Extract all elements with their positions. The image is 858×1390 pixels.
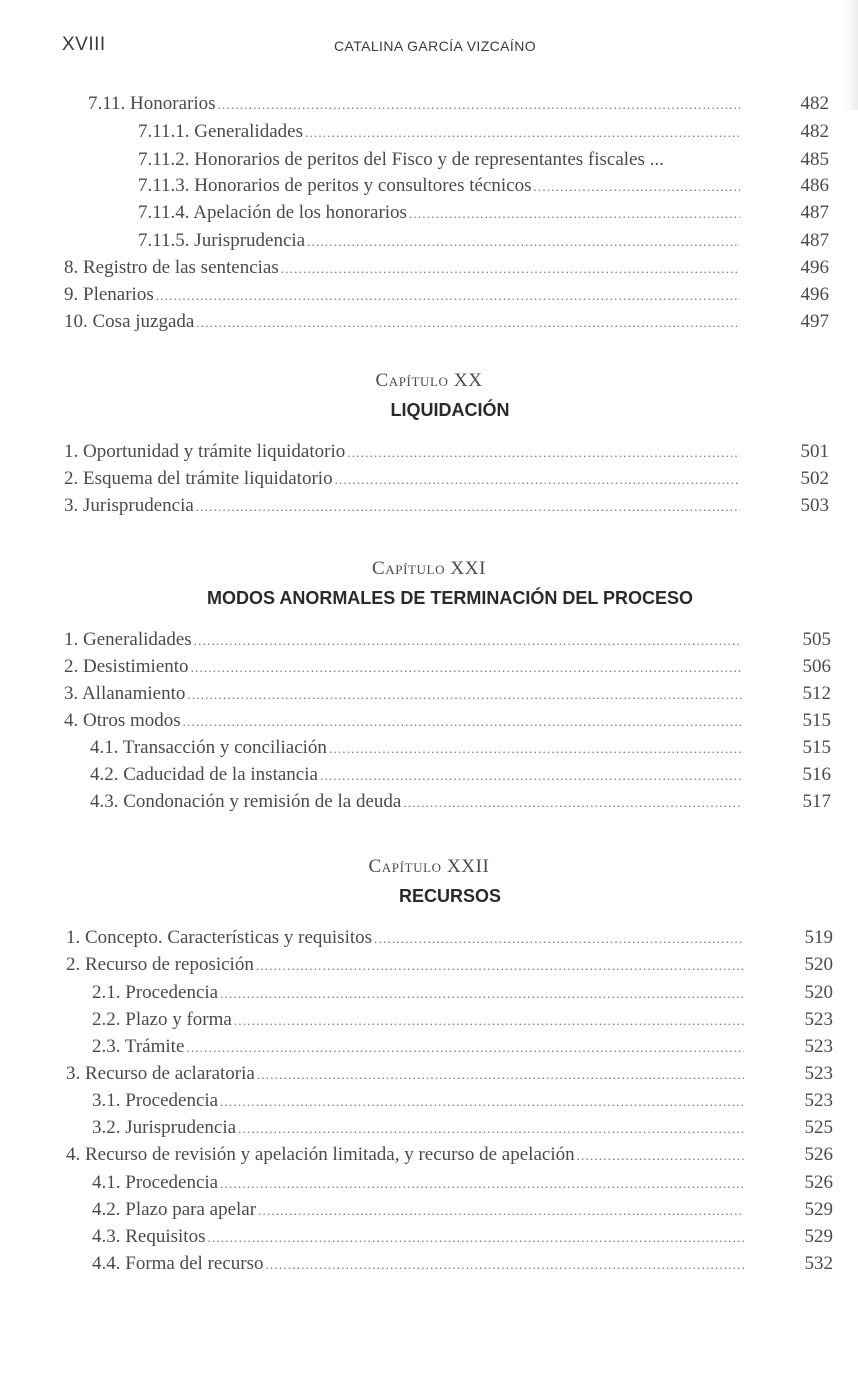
toc-page-number: 505 xyxy=(802,629,831,650)
dot-leader xyxy=(234,1007,744,1034)
dot-leader xyxy=(320,762,742,789)
toc-entry[interactable]: 4. Otros modos ..... 515 xyxy=(64,707,744,734)
toc-page-number: 487 xyxy=(800,230,829,251)
toc-entry[interactable]: 4.3. Condonación y remisión de la deuda ..... 517 xyxy=(90,788,744,815)
toc-page-number: 497 xyxy=(800,311,829,332)
toc-entry[interactable]: 7.11. Honorarios ..... 482 xyxy=(88,90,742,117)
toc-entry[interactable]: 2.1. Procedencia ..... 520 xyxy=(92,979,746,1006)
dot-leader xyxy=(238,1115,744,1142)
dot-leader xyxy=(220,1088,744,1115)
dot-leader xyxy=(329,735,742,762)
dot-leader xyxy=(281,255,740,282)
dot-leader xyxy=(265,1251,744,1278)
chapter-title: LIQUIDACIÓN xyxy=(390,400,510,420)
toc-entry[interactable]: 2.3. Trámite ..... 523 xyxy=(92,1033,746,1060)
dot-leader xyxy=(196,309,740,336)
dot-leader xyxy=(194,627,742,654)
toc-entry[interactable]: 3. Jurisprudencia ..... 503 xyxy=(64,492,742,519)
dot-leader xyxy=(533,173,740,200)
toc-entry[interactable]: 7.11.5. Jurisprudencia ..... 487 xyxy=(138,227,742,254)
toc-entry[interactable]: 1. Generalidades ..... 505 xyxy=(64,626,744,653)
dot-leader xyxy=(256,952,744,979)
toc-page-number: 523 xyxy=(804,1090,833,1111)
dot-leader xyxy=(186,1034,744,1061)
toc-page-number: 529 xyxy=(804,1226,833,1247)
toc-entry[interactable]: 4.4. Forma del recurso ..... 532 xyxy=(92,1250,746,1277)
toc-page-number: 526 xyxy=(804,1172,833,1193)
toc-page-number: 532 xyxy=(804,1253,833,1274)
dot-leader xyxy=(183,708,742,735)
dot-leader xyxy=(187,681,742,708)
toc-entry[interactable]: 4.2. Caducidad de la instancia ..... 516 xyxy=(90,761,744,788)
toc-entry[interactable]: 7.11.3. Honorarios de peritos y consultores técnicos ..... 486 xyxy=(138,172,742,199)
toc-page-number: 501 xyxy=(800,441,829,462)
dot-leader xyxy=(577,1142,744,1169)
toc-page-number: 515 xyxy=(802,737,831,758)
chapter-label: Capítulo XXII xyxy=(368,856,490,877)
chapter-title: RECURSOS xyxy=(398,886,501,906)
toc-entry[interactable]: 9. Plenarios ..... 496 xyxy=(64,281,742,308)
toc-page-number: 519 xyxy=(804,927,833,948)
dot-leader xyxy=(207,1224,744,1251)
toc-page-number: 523 xyxy=(804,1009,833,1030)
dot-leader xyxy=(220,1170,744,1197)
toc-page-number: 482 xyxy=(800,93,829,114)
toc-entry[interactable]: 4. Recurso de revisión y apelación limitada, y recurso de apelación ..... 526 xyxy=(66,1141,746,1168)
dot-leader xyxy=(156,282,740,309)
running-head: CATALINA GARCÍA VIZCAÍNO xyxy=(334,38,537,54)
dot-leader xyxy=(196,493,740,520)
toc-entry[interactable]: 2. Desistimiento ..... 506 xyxy=(64,653,744,680)
toc-page-number: 523 xyxy=(804,1036,833,1057)
toc-page-number: 482 xyxy=(800,121,829,142)
chapter-title: MODOS ANORMALES DE TERMINACIÓN DEL PROCESO xyxy=(206,588,694,608)
dot-leader xyxy=(335,466,740,493)
dot-leader xyxy=(257,1061,744,1088)
dot-leader xyxy=(403,789,742,816)
toc-page-number: 516 xyxy=(802,764,831,785)
chapter-label: Capítulo XXI xyxy=(372,558,486,579)
toc-page-number: 486 xyxy=(800,175,829,196)
toc-page-number: 517 xyxy=(802,791,831,812)
toc-entry[interactable]: 10. Cosa juzgada ..... 497 xyxy=(64,308,742,335)
toc-entry[interactable]: 3.2. Jurisprudencia ..... 525 xyxy=(92,1114,746,1141)
toc-page-number: 525 xyxy=(804,1117,833,1138)
toc-entry[interactable]: 7.11.4. Apelación de los honorarios ..... 487 xyxy=(138,199,742,226)
toc-page-number: 496 xyxy=(800,257,829,278)
toc-entry[interactable]: 3.1. Procedencia ..... 523 xyxy=(92,1087,746,1114)
toc-page-number: 487 xyxy=(800,202,829,223)
toc-page-number: 502 xyxy=(800,468,829,489)
page-number: XVIII xyxy=(62,34,106,55)
chapter-label: Capítulo XX xyxy=(375,370,483,391)
toc-page-number: 523 xyxy=(804,1063,833,1084)
toc-entry[interactable]: 7.11.1. Generalidades ..... 482 xyxy=(138,118,742,145)
toc-entry[interactable]: 2. Recurso de reposición ..... 520 xyxy=(66,951,746,978)
toc-page-number: 515 xyxy=(802,710,831,731)
dot-leader xyxy=(409,200,740,227)
toc-entry[interactable]: 3. Recurso de aclaratoria ..... 523 xyxy=(66,1060,746,1087)
toc-entry[interactable]: 4.1. Transacción y conciliación ..... 515 xyxy=(90,734,744,761)
toc-page-number: 529 xyxy=(804,1199,833,1220)
toc-entry[interactable]: 2.2. Plazo y forma ..... 523 xyxy=(92,1006,746,1033)
toc-entry[interactable]: 7.11.2. Honorarios de peritos del Fisco y de representantes fiscales ... 485 xyxy=(138,146,742,173)
page-edge-shadow xyxy=(844,0,858,110)
dot-leader xyxy=(220,980,744,1007)
toc-page-number: 520 xyxy=(804,982,833,1003)
toc-entry[interactable]: 1. Concepto. Características y requisitos ..... 519 xyxy=(66,924,746,951)
toc-page-number: 512 xyxy=(802,683,831,704)
toc-page-number: 496 xyxy=(800,284,829,305)
dot-leader xyxy=(305,119,740,146)
toc-entry[interactable]: 3. Allanamiento ..... 512 xyxy=(64,680,744,707)
toc-entry[interactable]: 1. Oportunidad y trámite liquidatorio ..... 501 xyxy=(64,438,742,465)
toc-entry[interactable]: 2. Esquema del trámite liquidatorio ..... 502 xyxy=(64,465,742,492)
page-header xyxy=(62,34,836,62)
toc-page-number: 506 xyxy=(802,656,831,677)
toc-page-number: 526 xyxy=(804,1144,833,1165)
toc-entry[interactable]: 4.3. Requisitos ..... 529 xyxy=(92,1223,746,1250)
toc-page-number: 520 xyxy=(804,954,833,975)
dot-leader xyxy=(307,228,740,255)
dot-leader xyxy=(347,439,740,466)
dot-leader xyxy=(191,654,742,681)
toc-page-number: 503 xyxy=(800,495,829,516)
dot-leader xyxy=(374,925,744,952)
dot-leader xyxy=(258,1197,744,1224)
toc-page-number: 485 xyxy=(800,149,829,170)
dot-leader xyxy=(218,91,740,118)
toc-entry[interactable]: 4.2. Plazo para apelar ..... 529 xyxy=(92,1196,746,1223)
toc-entry[interactable]: 4.1. Procedencia ..... 526 xyxy=(92,1169,746,1196)
toc-entry[interactable]: 8. Registro de las sentencias ..... 496 xyxy=(64,254,742,281)
